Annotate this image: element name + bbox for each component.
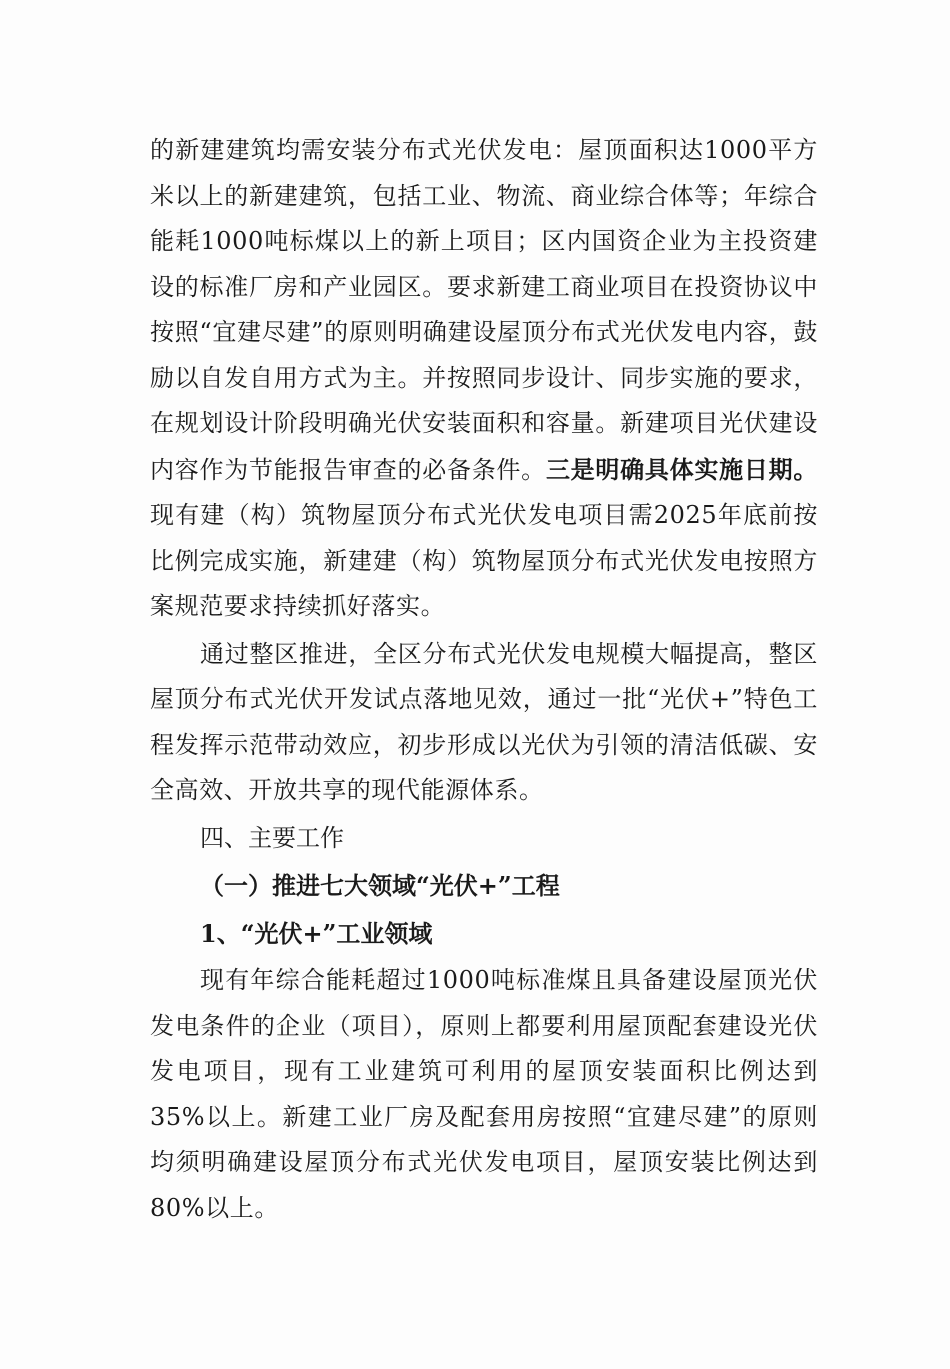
body-paragraph-2: 通过整区推进，全区分布式光伏发电规模大幅提高，整区屋顶分布式光伏开发试点落地见效，通过一批“光伏+”特色工程发挥示范带动效应，初步形成以光伏为引领的清洁低碳、安全高效、开放共享的现代能源体系。 — [150, 639, 818, 804]
section-title: 四、主要工作 — [200, 823, 344, 852]
subsection-title: （一）推进七大领域“光伏+”工程 — [200, 871, 560, 900]
body-paragraph-3: 现有年综合能耗超过1000吨标准煤且具备建设屋顶光伏发电条件的企业（项目），原则上都要利用屋顶配套建设光伏发电项目，现有工业建筑可利用的屋顶安装面积比例达到35%以上。新建工业厂房及配套用房按照“宜建尽建”的原则均须明确建设屋顶分布式光伏发电项目，屋顶安装比例达到 80%以上。 — [150, 966, 818, 1222]
paragraph-1-text-a: 的新建建筑均需安装分布式光伏发电：屋顶面积达1000平方米以上的新建建筑，包括工业、物流、商业综合体等；年综合能耗1000吨标煤以上的新上项目；区内国资企业为主投资建设的标准厂房和产业园区。要求新建工商业项目在投资协议中按照“宜建尽建”的原则明确建设屋顶分布式光伏发电内容，鼓励以自发自用方式为主。并按照同步设计、同步实施的要求，在规划设计阶段明确光伏安装面积和容量。新建项目光伏建设内容作为节能报告审查的必备条件。 — [150, 136, 818, 484]
subsubsection-title: 1、“光伏+”工业领域 — [200, 918, 433, 948]
document-body — [150, 128, 818, 1231]
paragraph-1-text-b: 现有建（构）筑物屋顶分布式光伏发电项目需2025年底前按比例完成实施，新建建（构）筑物屋顶分布式光伏发电按照方案规范要求持续抓好落实。 — [150, 501, 818, 620]
paragraph-1-bold-heading: 三是明确具体实施日期。 — [545, 454, 818, 484]
body-paragraph-1 — [150, 128, 818, 630]
